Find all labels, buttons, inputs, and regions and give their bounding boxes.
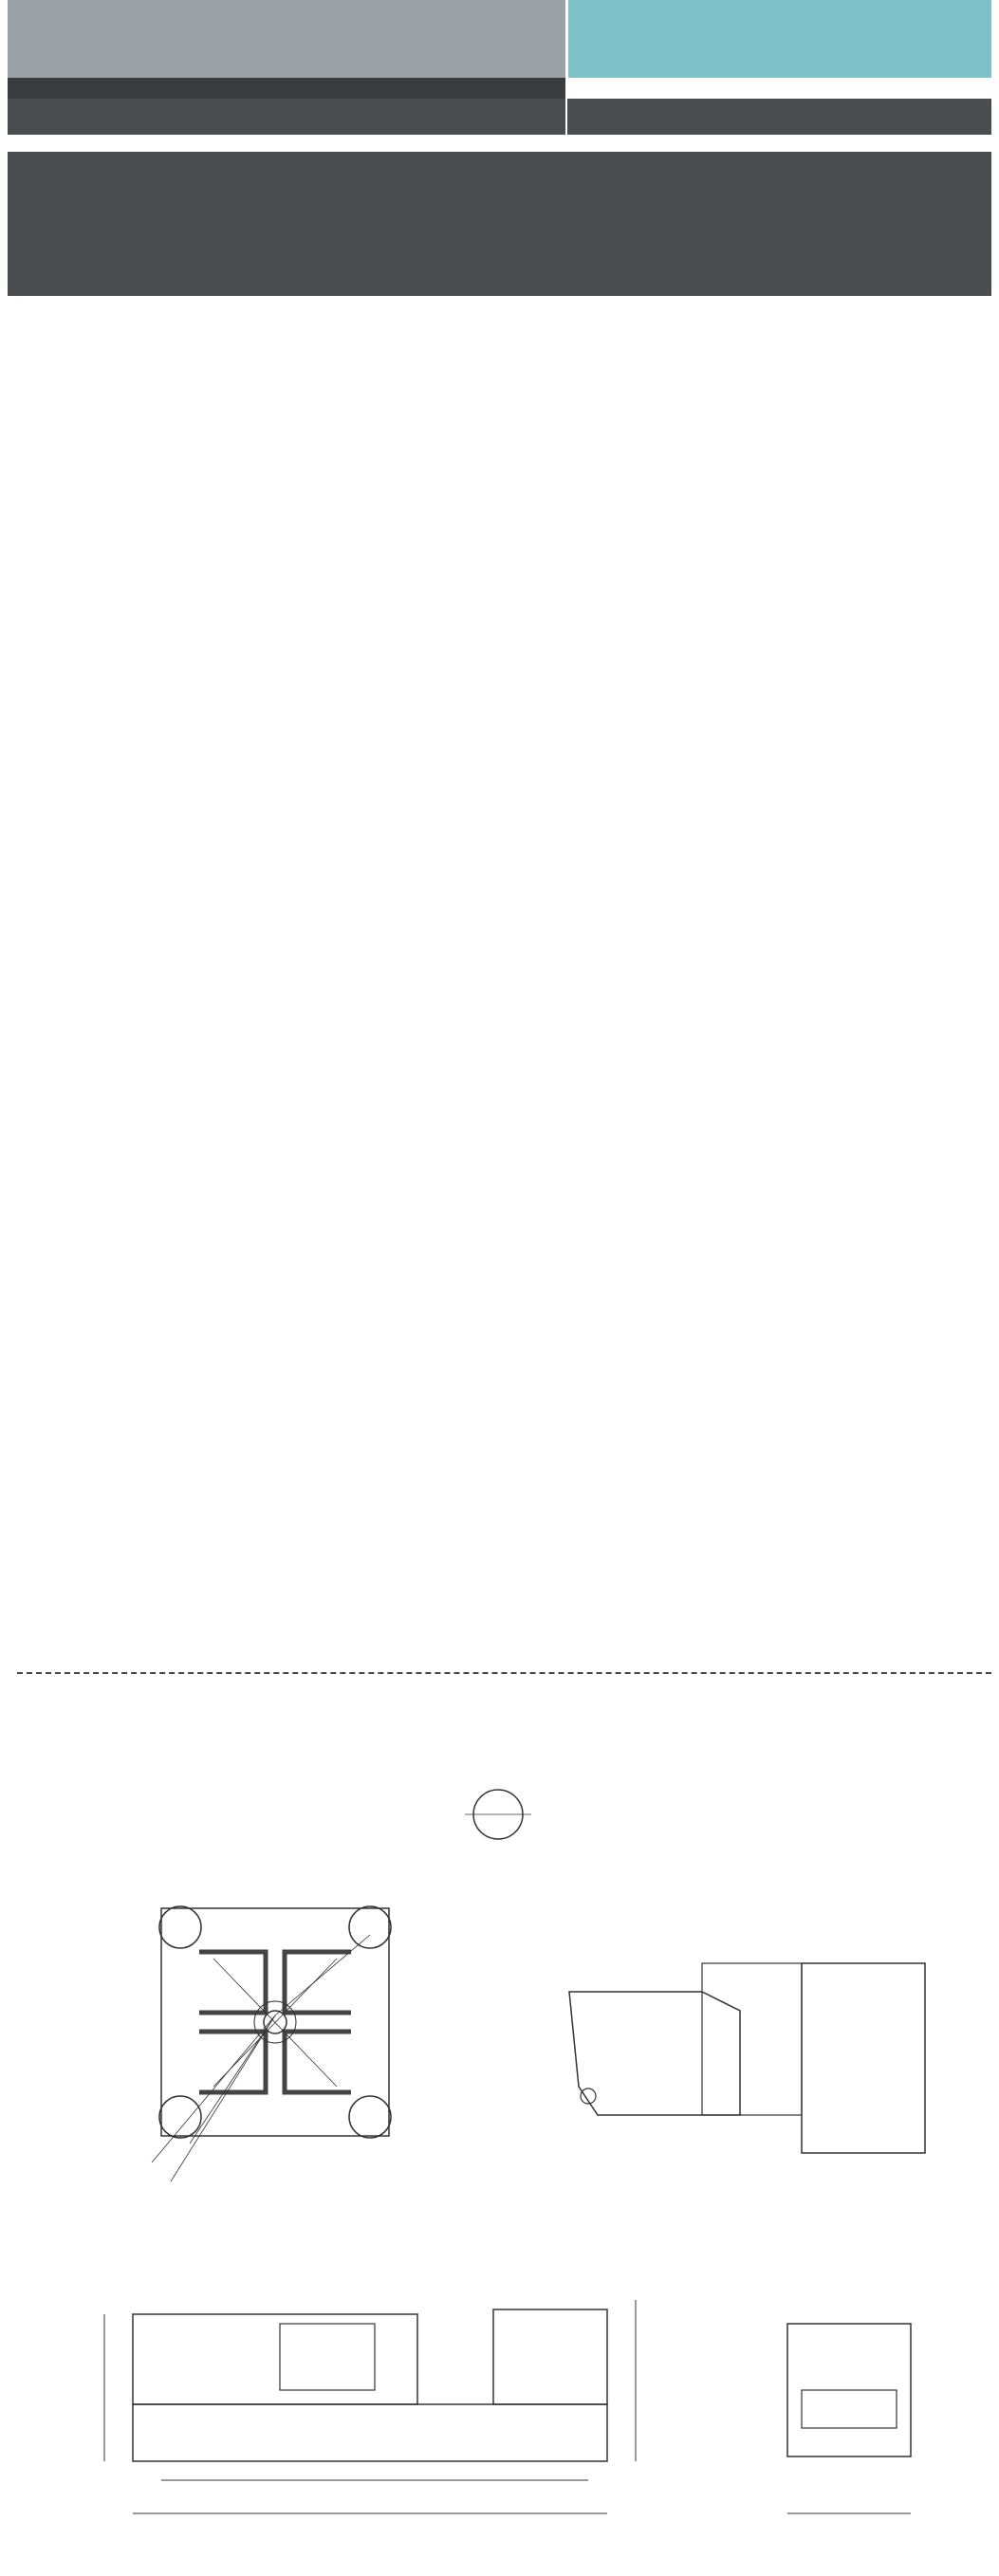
- general-section-header: [8, 224, 991, 260]
- machine-outline-drawing: [0, 2276, 999, 2576]
- side-base: [569, 1992, 740, 2115]
- table-header: [8, 0, 991, 78]
- model-name: [565, 0, 991, 78]
- platen-side-drawing: [550, 1906, 996, 2191]
- leader: [275, 1935, 370, 2015]
- outline-front-panel: [802, 2390, 897, 2428]
- leader: [171, 2015, 275, 2181]
- dashed-divider: [17, 1672, 991, 1674]
- tie-bar-hole: [159, 2096, 201, 2138]
- tie-bar-hole: [349, 1906, 391, 1948]
- spec-table: [8, 0, 991, 296]
- outline-window: [280, 2324, 375, 2390]
- side-mold-area: [702, 1963, 802, 2115]
- leader: [190, 2015, 275, 2144]
- platen-front-drawing: [0, 1764, 607, 2238]
- side-platen: [802, 1963, 925, 2153]
- outline-injection: [493, 2309, 607, 2404]
- tie-bar-hole: [159, 1906, 201, 1948]
- tie-bar-hole: [349, 2096, 391, 2138]
- injection-section-header: [8, 99, 991, 135]
- outline-base: [133, 2404, 607, 2461]
- machine-dim-section-header: [8, 260, 991, 296]
- clamping-section-header: [8, 152, 991, 188]
- size-rating-row: [8, 78, 991, 99]
- power-section-header: [8, 188, 991, 224]
- leader: [152, 2015, 275, 2162]
